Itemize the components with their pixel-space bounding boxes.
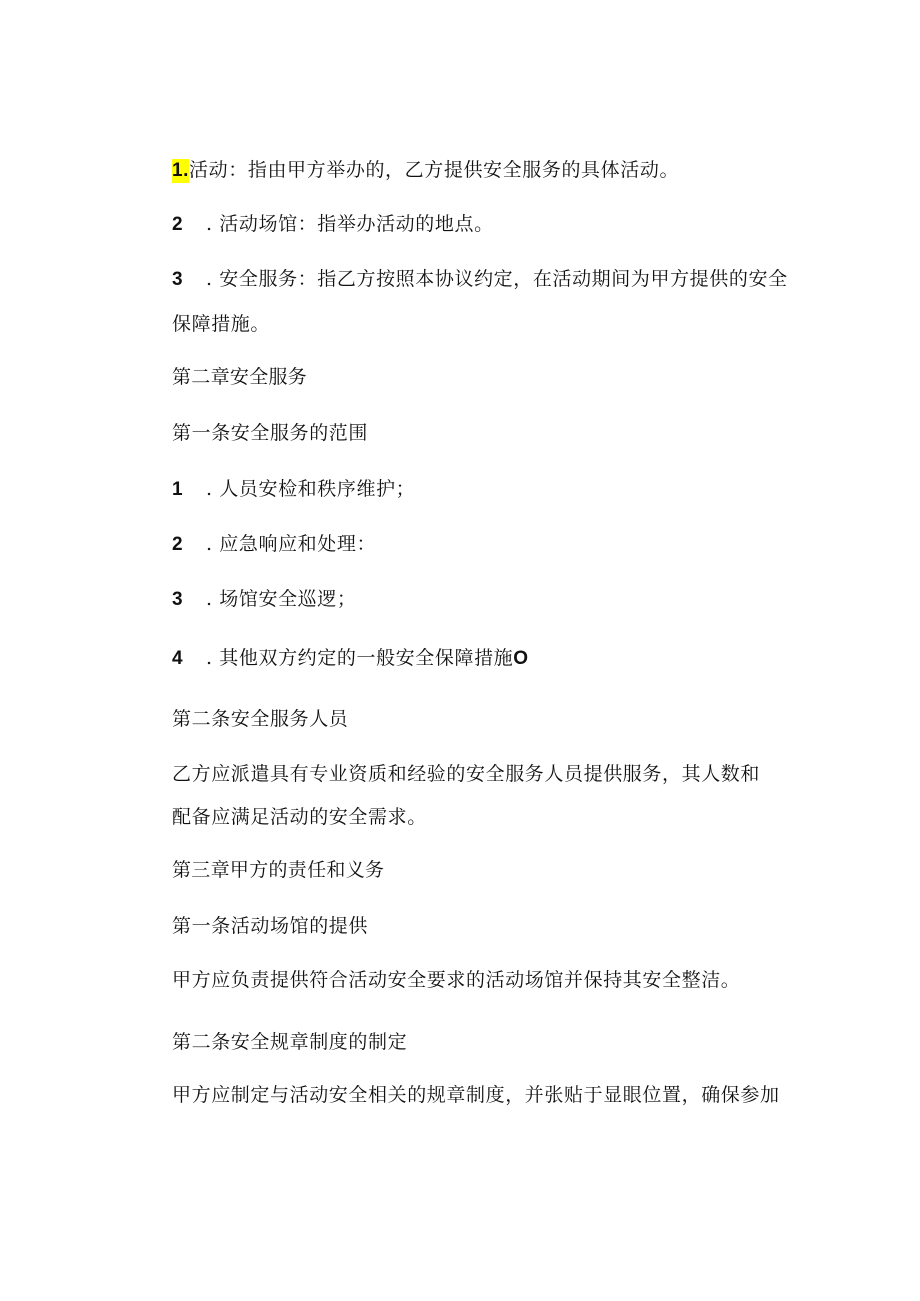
paragraph-continuation: 配备应满足活动的安全需求。 <box>172 806 427 828</box>
item-tail: O <box>513 648 529 669</box>
definition-text: . 活动场馆：指举办活动的地点。 <box>206 213 494 235</box>
list-item <box>172 532 376 557</box>
definition-number: 1. <box>172 160 190 181</box>
paragraph: 甲方应制定与活动安全相关的规章制度，并张贴于显眼位置，确保参加 <box>172 1084 780 1106</box>
definition-1 <box>172 158 679 183</box>
paragraph: 乙方应派遣具有专业资质和经验的安全服务人员提供服务，其人数和 <box>172 763 761 785</box>
chapter-heading: 第二章安全服务 <box>172 366 308 388</box>
definition-number: 2 <box>172 214 184 235</box>
definition-text: 保障措施。 <box>172 313 271 335</box>
definition-text: 活动：指由甲方举办的，乙方提供安全服务的具体活动。 <box>189 159 680 181</box>
paragraph: 甲方应负责提供符合活动安全要求的活动场馆并保持其安全整洁。 <box>172 969 741 991</box>
item-text: . 应急响应和处理： <box>206 533 377 555</box>
list-item <box>172 646 529 671</box>
item-text: . 其他双方约定的一般安全保障措施 <box>206 647 514 669</box>
item-text: . 人员安检和秩序维护； <box>206 478 416 500</box>
item-number: 2 <box>172 534 184 555</box>
list-item <box>172 477 415 502</box>
article-title: 第二条安全服务人员 <box>172 708 349 730</box>
definition-2 <box>172 212 494 237</box>
definition-3-continuation <box>172 312 270 336</box>
definition-3 <box>172 267 788 292</box>
list-item <box>172 587 356 612</box>
item-number: 1 <box>172 479 184 500</box>
article-title: 第一条活动场馆的提供 <box>172 915 369 937</box>
definition-number: 3 <box>172 269 184 290</box>
article-title: 第二条安全规章制度的制定 <box>172 1031 408 1053</box>
item-number: 3 <box>172 589 184 610</box>
chapter-heading: 第三章甲方的责任和义务 <box>172 859 385 881</box>
item-number: 4 <box>172 648 184 669</box>
article-title: 第一条安全服务的范围 <box>172 422 369 444</box>
item-text: . 场馆安全巡逻； <box>206 588 357 610</box>
definition-text: . 安全服务：指乙方按照本协议约定，在活动期间为甲方提供的安全 <box>206 268 788 290</box>
